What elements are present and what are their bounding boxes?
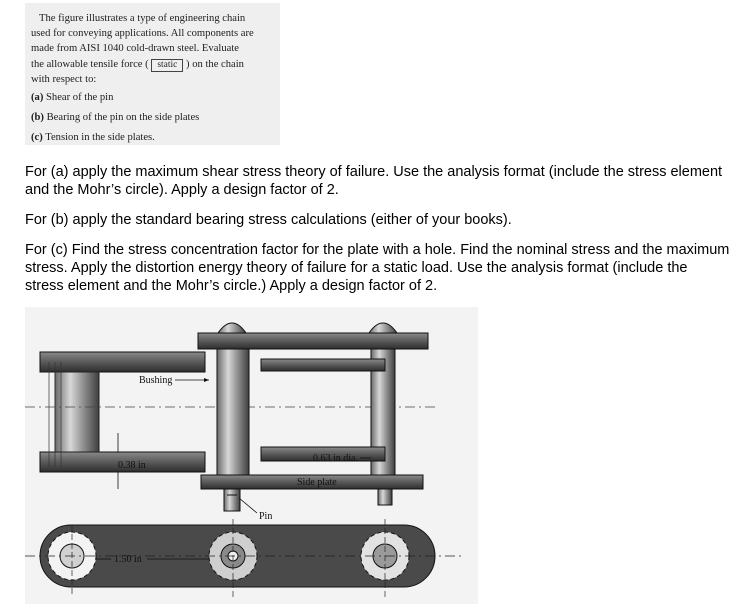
problem-intro-line: used for conveying applications. All components are [31, 28, 254, 40]
problem-intro-text: ) on the chain [186, 58, 244, 70]
problem-statement-image [25, 3, 280, 145]
problem-part-a: (a) Shear of the pin [31, 92, 114, 104]
problem-part-c: (c) Tension in the side plates. [31, 132, 155, 144]
center-distance-label: 1.50 in [114, 554, 142, 565]
problem-part-b: (b) Bearing of the pin on the side plates [31, 112, 200, 124]
side-plate-label: Side plate [297, 477, 337, 488]
pin-diameter-label: 0.63 in dia. [313, 453, 358, 464]
problem-intro-line: made from AISI 1040 cold-drawn steel. Evaluate [31, 43, 239, 55]
problem-intro-line [31, 57, 276, 72]
plate-thickness-label: 0.38 in [118, 460, 146, 471]
chain-figure [25, 307, 478, 604]
chain-drawing [25, 307, 478, 604]
pin-label: Pin [259, 511, 273, 522]
instruction-b: For (b) apply the standard bearing stress calculations (either of your books). [25, 212, 512, 228]
problem-intro-line: with respect to: [31, 73, 97, 85]
instruction-a: For (a) apply the maximum shear stress theory of failure. Use the analysis format (include the stress element and the Mohr’s circle). Apply a design factor of 2. [25, 164, 723, 198]
instruction-c: For (c) Find the stress concentration factor for the plate with a hole. Find the nominal stress and the maximum stress. Apply the distortion energy theory of failure for a static load. Use the analysis format (include the stress element and the Mohr’s circle.) Apply a design factor of 2. [25, 242, 730, 294]
problem-intro-line: The figure illustrates a type of engineering chain [39, 13, 246, 24]
answer-box: static [151, 59, 183, 72]
problem-intro-text: the allowable tensile force ( [31, 58, 149, 70]
bushing-label: Bushing [139, 375, 173, 386]
